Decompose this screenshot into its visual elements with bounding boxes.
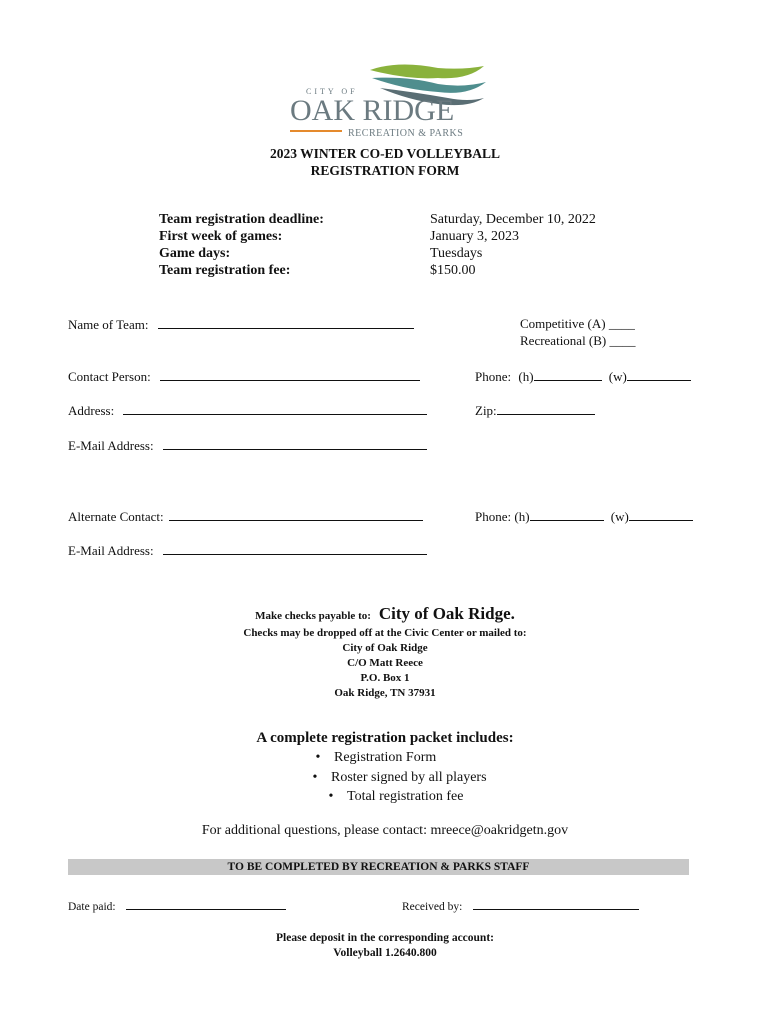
mail-address-line2: C/O Matt Reece (347, 657, 423, 669)
received-by-label: Received by: (402, 901, 463, 913)
deadline-label: Team registration deadline: (159, 212, 324, 227)
zip-label: Zip: (475, 403, 497, 418)
alt-email-line[interactable] (163, 542, 427, 555)
team-name-label: Name of Team: (68, 317, 149, 332)
account-number: Volleyball 1.2640.800 (333, 947, 437, 959)
zip-line[interactable] (497, 402, 595, 415)
info-labels (159, 211, 324, 279)
mail-address-line4: Oak Ridge, TN 37931 (334, 687, 436, 699)
date-paid-label: Date paid: (68, 901, 116, 913)
packet-item-label: Registration Form (334, 750, 437, 765)
bullet-icon: • (312, 769, 318, 785)
alt-email-field (68, 542, 427, 559)
info-values (430, 211, 596, 279)
alt-phone-w-line[interactable] (629, 508, 693, 521)
alt-phone-h-label: Phone: (h) (475, 509, 530, 524)
packet-item (0, 748, 770, 768)
deposit-text: Please deposit in the corresponding account: (276, 932, 494, 944)
team-name-line[interactable] (158, 316, 414, 329)
contact-person-label: Contact Person: (68, 369, 151, 384)
date-paid-field (68, 900, 286, 913)
form-title-line1: 2023 WINTER CO-ED VOLLEYBALL (270, 146, 500, 161)
phone-w-label: (w) (608, 369, 627, 384)
logo-name: OAK RIDGE (290, 94, 455, 127)
address-label: Address: (68, 403, 115, 418)
packet-item (0, 787, 770, 807)
packet-item (0, 768, 770, 788)
team-name-field (68, 316, 414, 333)
alt-contact-field (68, 508, 423, 525)
first-week-value: January 3, 2023 (430, 229, 520, 244)
alt-contact-label: Alternate Contact: (68, 509, 164, 524)
mail-address-line3: P.O. Box 1 (360, 672, 410, 684)
zip-field (475, 402, 595, 419)
competitive-option[interactable]: Competitive (A) ____ (520, 316, 635, 331)
checks-payable-row (0, 604, 770, 624)
phone-w-line[interactable] (627, 368, 691, 381)
alt-phone-h-line[interactable] (530, 508, 604, 521)
drop-off-text: Checks may be dropped off at the Civic Center or mailed to: (243, 627, 527, 639)
deadline-value: Saturday, December 10, 2022 (430, 212, 596, 227)
game-days-label: Game days: (159, 246, 231, 261)
logo-city-of: CITY OF (306, 87, 358, 96)
packet-item-label: Total registration fee (347, 789, 464, 804)
packet-title: A complete registration packet includes: (256, 730, 514, 746)
phone-h-label: (h) (518, 369, 534, 384)
oak-ridge-logo (288, 62, 488, 142)
form-title-line2: REGISTRATION FORM (310, 163, 460, 178)
phone-field (475, 368, 691, 385)
first-week-label: First week of games: (159, 229, 283, 244)
alt-email-label: E-Mail Address: (68, 543, 154, 558)
packet-list (0, 748, 770, 807)
email-label: E-Mail Address: (68, 438, 154, 453)
bullet-icon: • (328, 789, 334, 804)
bullet-icon: • (315, 750, 321, 765)
fee-value: $150.00 (430, 263, 476, 278)
fee-label: Team registration fee: (159, 263, 291, 278)
email-line[interactable] (163, 437, 427, 450)
packet-item-label: Roster signed by all players (331, 769, 487, 785)
payee-name: City of Oak Ridge. (378, 604, 515, 623)
game-days-value: Tuesdays (430, 246, 483, 261)
mail-address-line1: City of Oak Ridge (342, 642, 428, 654)
address-field (68, 402, 427, 419)
date-paid-line[interactable] (126, 900, 286, 910)
email-field (68, 437, 427, 454)
received-by-line[interactable] (473, 900, 639, 910)
alt-phone-field (475, 508, 693, 525)
phone-h-line[interactable] (534, 368, 602, 381)
address-line[interactable] (123, 402, 427, 415)
recreational-option[interactable]: Recreational (B) ____ (520, 333, 636, 348)
contact-person-line[interactable] (160, 368, 420, 381)
alt-contact-line[interactable] (169, 508, 423, 521)
checks-payable-label: Make checks payable to: (255, 610, 371, 622)
staff-section-bar: TO BE COMPLETED BY RECREATION & PARKS STAFF (68, 859, 689, 875)
phone-label: Phone: (475, 369, 512, 384)
contact-line: For additional questions, please contact: mreece@oakridgetn.gov (201, 823, 569, 838)
alt-phone-w-label: (w) (610, 509, 629, 524)
logo-dept: RECREATION & PARKS (348, 128, 464, 139)
contact-person-field (68, 368, 420, 385)
received-by-field (402, 900, 639, 913)
